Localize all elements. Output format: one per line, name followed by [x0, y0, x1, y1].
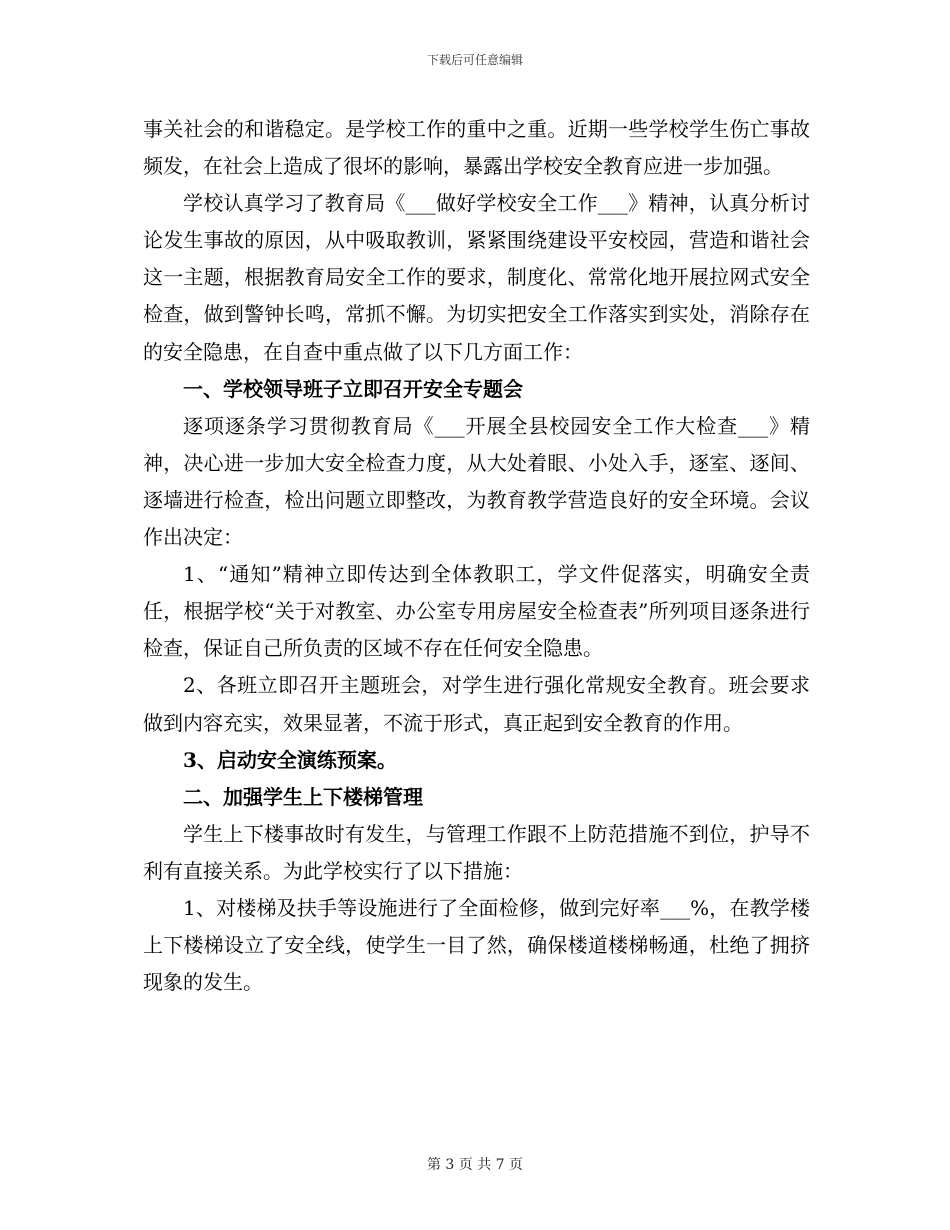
list-item-2: 2、各班立即召开主题班会，对学生进行强化常规安全教育。班会要求做到内容充实，效果显著，不流于形式，真正起到安全教育的作用。: [143, 673, 810, 735]
document-body: [143, 111, 810, 1001]
paragraph-meeting: 逐项逐条学习贯彻教育局《___开展全县校园安全工作大检查___》精神，决心进一步加大安全检查力度，从大处着眼、小处入手，逐室、逐间、逐墙进行检查，检出问题立即整改，为教育教学营造良好的安全环境。会议作出决定：: [143, 413, 810, 550]
list-item-1: 1、“通知”精神立即传达到全体教职工，学文件促落实，明确安全责任，根据学校“关于对教室、办公室专用房屋安全检查表”所列项目逐条进行检查，保证自己所负责的区域不存在任何安全隐患。: [143, 562, 810, 661]
list-item-3: 3、启动安全演练预案。: [183, 747, 397, 772]
section-heading-1: 一、学校领导班子立即召开安全专题会: [183, 376, 523, 401]
page-footer: 第 3 页 共 7 页: [426, 1157, 524, 1173]
paragraph-intro-continued: 事关社会的和谐稳定。是学校工作的重中之重。近期一些学校学生伤亡事故频发，在社会上造成了很坏的影响，暴露出学校安全教育应进一步加强。: [143, 117, 810, 179]
list-item-stairs-1: 1、对楼梯及扶手等设施进行了全面检修，做到完好率___%，在教学楼上下楼梯设立了安全线，使学生一目了然，确保楼道楼梯畅通，杜绝了拥挤现象的发生。: [143, 895, 810, 995]
paragraph-study-notice: 学校认真学习了教育局《___做好学校安全工作___》精神，认真分析讨论发生事故的原因，从中吸取教训，紧紧围绕建设平安校园，营造和谐社会这一主题，根据教育局安全工作的要求，制度化、常常化地开展拉网式安全检查，做到警钟长鸣，常抓不懈。为切实把安全工作落实到实处，消除存在的安全隐患，在自查中重点做了以下几方面工作：: [143, 191, 810, 364]
page-header: 下载后可任意编辑: [426, 53, 523, 67]
paragraph-stairs: 学生上下楼事故时有发生，与管理工作跟不上防范措施不到位，护导不利有直接关系。为此学校实行了以下措施：: [143, 821, 810, 883]
section-heading-2: 二、加强学生上下楼梯管理: [183, 784, 423, 809]
